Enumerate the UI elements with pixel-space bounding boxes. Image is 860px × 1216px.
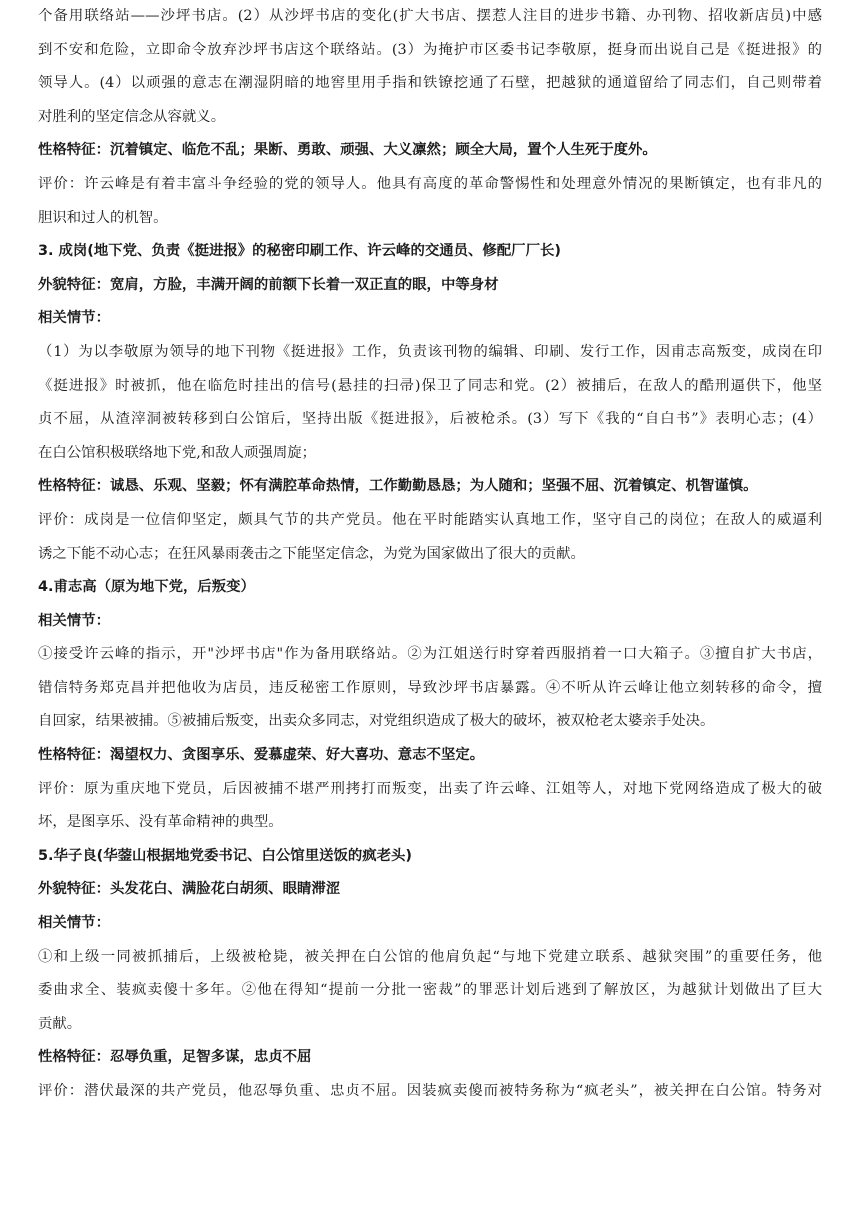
cheng-appearance: 外貌特征：宽肩，方脸，丰满开阔的前额下长着一双正直的眼，中等身材 bbox=[38, 276, 499, 293]
fu-evaluation-line: 评价：原为重庆地下党员，后因被捕不堪严刑拷打而叛变，出卖了许云峰、江姐等人，对地下党网络造成了极大的破 bbox=[38, 780, 822, 797]
text-line: 对胜利的坚定信念从容就义。 bbox=[38, 108, 226, 125]
hua-plot-line: 贡献。 bbox=[38, 1015, 82, 1032]
cheng-plot-line: 在白公馆积极联络地下党,和敌人顽强周旋； bbox=[38, 444, 316, 461]
xu-evaluation-line: 胆识和过人的机智。 bbox=[38, 209, 168, 226]
cheng-heading: 3. 成岗(地下党、负责《挺进报》的秘密印刷工作、许云峰的交通员、修配厂厂长) bbox=[38, 243, 561, 260]
text-line: 个备用联络站——沙坪书店。(2）从沙坪书店的变化(扩大书店、摆惹人注目的进步书籍、办刊物、招收新店员)中感 bbox=[38, 8, 822, 24]
xu-traits: 性格特征：沉着镇定、临危不乱；果断、勇敢、顽强、大义凛然；顾全大局，置个人生死于度外。 bbox=[38, 142, 657, 159]
text-line: 到不安和危险，立即命令放弃沙坪书店这个联络站。(3）为掩护市区委书记李敬原，挺身而出说自己是《挺进报》的 bbox=[38, 41, 822, 58]
cheng-plot-line: 《挺进报》时被抓，他在临危时挂出的信号(悬挂的扫帚)保卫了同志和党。(2）被捕后，在敌人的酷刑逼供下，他坚 bbox=[38, 377, 822, 394]
hua-appearance: 外貌特征：头发花白、满脸花白胡须、眼睛滞涩 bbox=[38, 881, 341, 898]
cheng-traits: 性格特征：诚恳、乐观、坚毅；怀有满腔革命热情，工作勤勤恳恳；为人随和；坚强不屈、沉着镇定、机智谨慎。 bbox=[38, 478, 758, 495]
cheng-evaluation-line: 诱之下能不动心志；在狂风暴雨袭击之下能坚定信念，为党为国家做出了很大的贡献。 bbox=[38, 545, 585, 562]
hua-plot-line: ①和上级一同被抓捕后，上级被枪毙，被关押在白公馆的他肩负起“与地下党建立联系、越狱突围”的重要任务，他 bbox=[38, 948, 822, 965]
hua-evaluation-line: 评价：潜伏最深的共产党员，他忍辱负重、忠贞不屈。因装疯卖傻而被特务称为“疯老头”，被关押在白公馆。特务对 bbox=[38, 1083, 822, 1099]
fu-heading: 4.甫志高（原为地下党，后叛变） bbox=[38, 579, 255, 596]
hua-traits: 性格特征：忍辱负重，足智多谋，忠贞不屈 bbox=[38, 1049, 312, 1066]
fu-plot-label: 相关情节： bbox=[38, 612, 110, 629]
text-line: 领导人。(4）以顽强的意志在潮湿阴暗的地窖里用手指和铁镣挖通了石壁，把越狱的通道留给了同志们，自己则带着 bbox=[38, 75, 822, 92]
fu-plot-line: 错信特务郑克昌并把他收为店员，违反秘密工作原则，导致沙坪书店暴露。④不听从许云峰让他立刻转移的命令，擅 bbox=[38, 679, 822, 696]
cheng-plot-line: （1）为以李敬原为领导的地下刊物《挺进报》工作，负责该刊物的编辑、印刷、发行工作，因甫志高叛变，成岗在印 bbox=[38, 343, 822, 360]
fu-traits: 性格特征：渴望权力、贪图享乐、爱慕虚荣、好大喜功、意志不坚定。 bbox=[38, 747, 485, 764]
cheng-evaluation-line: 评价：成岗是一位信仰坚定，颇具气节的共产党员。他在平时能踏实认真地工作，坚守自己的岗位；在敌人的威逼利 bbox=[38, 511, 822, 528]
fu-plot-line: 自回家，结果被捕。⑤被捕后叛变，出卖众多同志，对党组织造成了极大的破坏，被双枪老太婆亲手处决。 bbox=[38, 713, 715, 730]
xu-evaluation-line: 评价：许云峰是有着丰富斗争经验的党的领导人。他具有高度的革命警惕性和处理意外情况的果断镇定，也有非凡的 bbox=[38, 175, 822, 192]
hua-heading: 5.华子良(华蓥山根据地党委书记、白公馆里送饭的疯老头) bbox=[38, 847, 413, 864]
hua-plot-label: 相关情节： bbox=[38, 915, 110, 932]
fu-plot-line: ①接受许云峰的指示，开"沙坪书店"作为备用联络站。②为江姐送行时穿着西服捎着一口大箱子。③擅自扩大书店， bbox=[38, 646, 822, 663]
cheng-plot-line: 贞不屈，从渣滓洞被转移到白公馆后，坚持出版《挺进报》，后被枪杀。(3）写下《我的“自白书”》表明心志；(4） bbox=[38, 411, 822, 428]
cheng-plot-label: 相关情节： bbox=[38, 310, 110, 327]
hua-plot-line: 委曲求全、装疯卖傻十多年。②他在得知“提前一分批一密裁”的罪恶计划后逃到了解放区，为越狱计划做出了巨大 bbox=[38, 982, 822, 999]
fu-evaluation-line: 坏，是图享乐、没有革命精神的典型。 bbox=[38, 814, 283, 831]
